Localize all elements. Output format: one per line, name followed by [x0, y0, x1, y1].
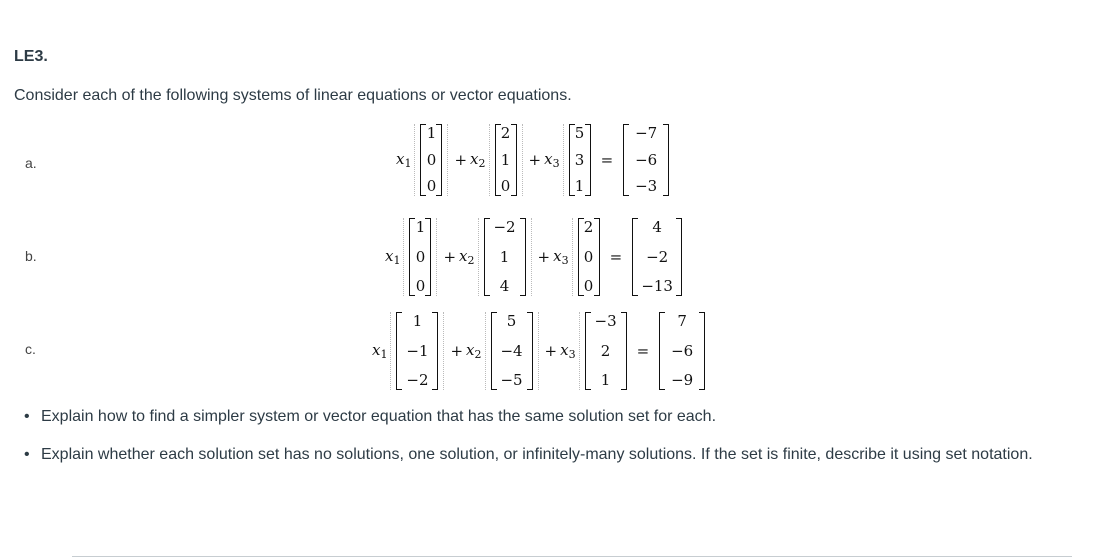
x1-var: $x_1$ [385, 247, 401, 267]
equals-sign: = [636, 342, 650, 360]
x1-var: $x_1$ [372, 341, 388, 361]
rhs-vector-b: 4 −2 −13 [632, 218, 682, 296]
equation-c: $x_1$ 1 −1 −2 + $x_2$ 5 −4 −5 + $x_3$ −3 2 1 = 7 −6 −9 [372, 312, 707, 390]
vector-c-1: 1 −1 −2 [396, 312, 438, 390]
part-label-a: a. [25, 155, 37, 171]
equals-sign: = [609, 248, 623, 266]
instruction-item: • Explain whether each solution set has no solutions, one solution, or infinitely-many solutions. If the set is finite, describe it using set notation. [24, 442, 1064, 468]
vector-c-3: −3 2 1 [585, 312, 627, 390]
rhs-vector-a: −7 −6 −3 [623, 124, 669, 196]
x2-var: $x_2$ [466, 341, 482, 361]
vector-b-3: 2 0 0 [578, 218, 600, 296]
equals-sign: = [600, 151, 614, 169]
instructions-list [24, 404, 1064, 480]
x2-var: $x_2$ [459, 247, 475, 267]
x3-var: $x_3$ [560, 341, 576, 361]
vector-b-2: −2 1 4 [484, 218, 526, 296]
equation-a: $x_1$ 1 0 0 + $x_2$ 2 1 0 + $x_3$ 5 3 1 = −7 −6 −3 [396, 124, 671, 196]
x3-var: $x_3$ [553, 247, 569, 267]
part-label-b: b. [25, 248, 37, 264]
equation-b: $x_1$ 1 0 0 + $x_2$ −2 1 4 + $x_3$ 2 0 0 = 4 −2 −13 [385, 218, 684, 296]
vector-b-1: 1 0 0 [409, 218, 431, 296]
x2-var: $x_2$ [470, 150, 486, 170]
instruction-item: • Explain how to find a simpler system or vector equation that has the same solution set for each. [24, 404, 1064, 430]
problem-heading: LE3. [14, 48, 48, 65]
problem-intro: Consider each of the following systems of linear equations or vector equations. [14, 87, 572, 104]
divider [72, 556, 1072, 557]
part-label-c: c. [25, 341, 36, 357]
vector-a-1: 1 0 0 [420, 124, 442, 196]
vector-c-2: 5 −4 −5 [491, 312, 533, 390]
rhs-vector-c: 7 −6 −9 [659, 312, 705, 390]
x3-var: $x_3$ [544, 150, 560, 170]
vector-a-3: 5 3 1 [569, 124, 591, 196]
vector-a-2: 2 1 0 [495, 124, 517, 196]
x1-var: $x_1$ [396, 150, 412, 170]
